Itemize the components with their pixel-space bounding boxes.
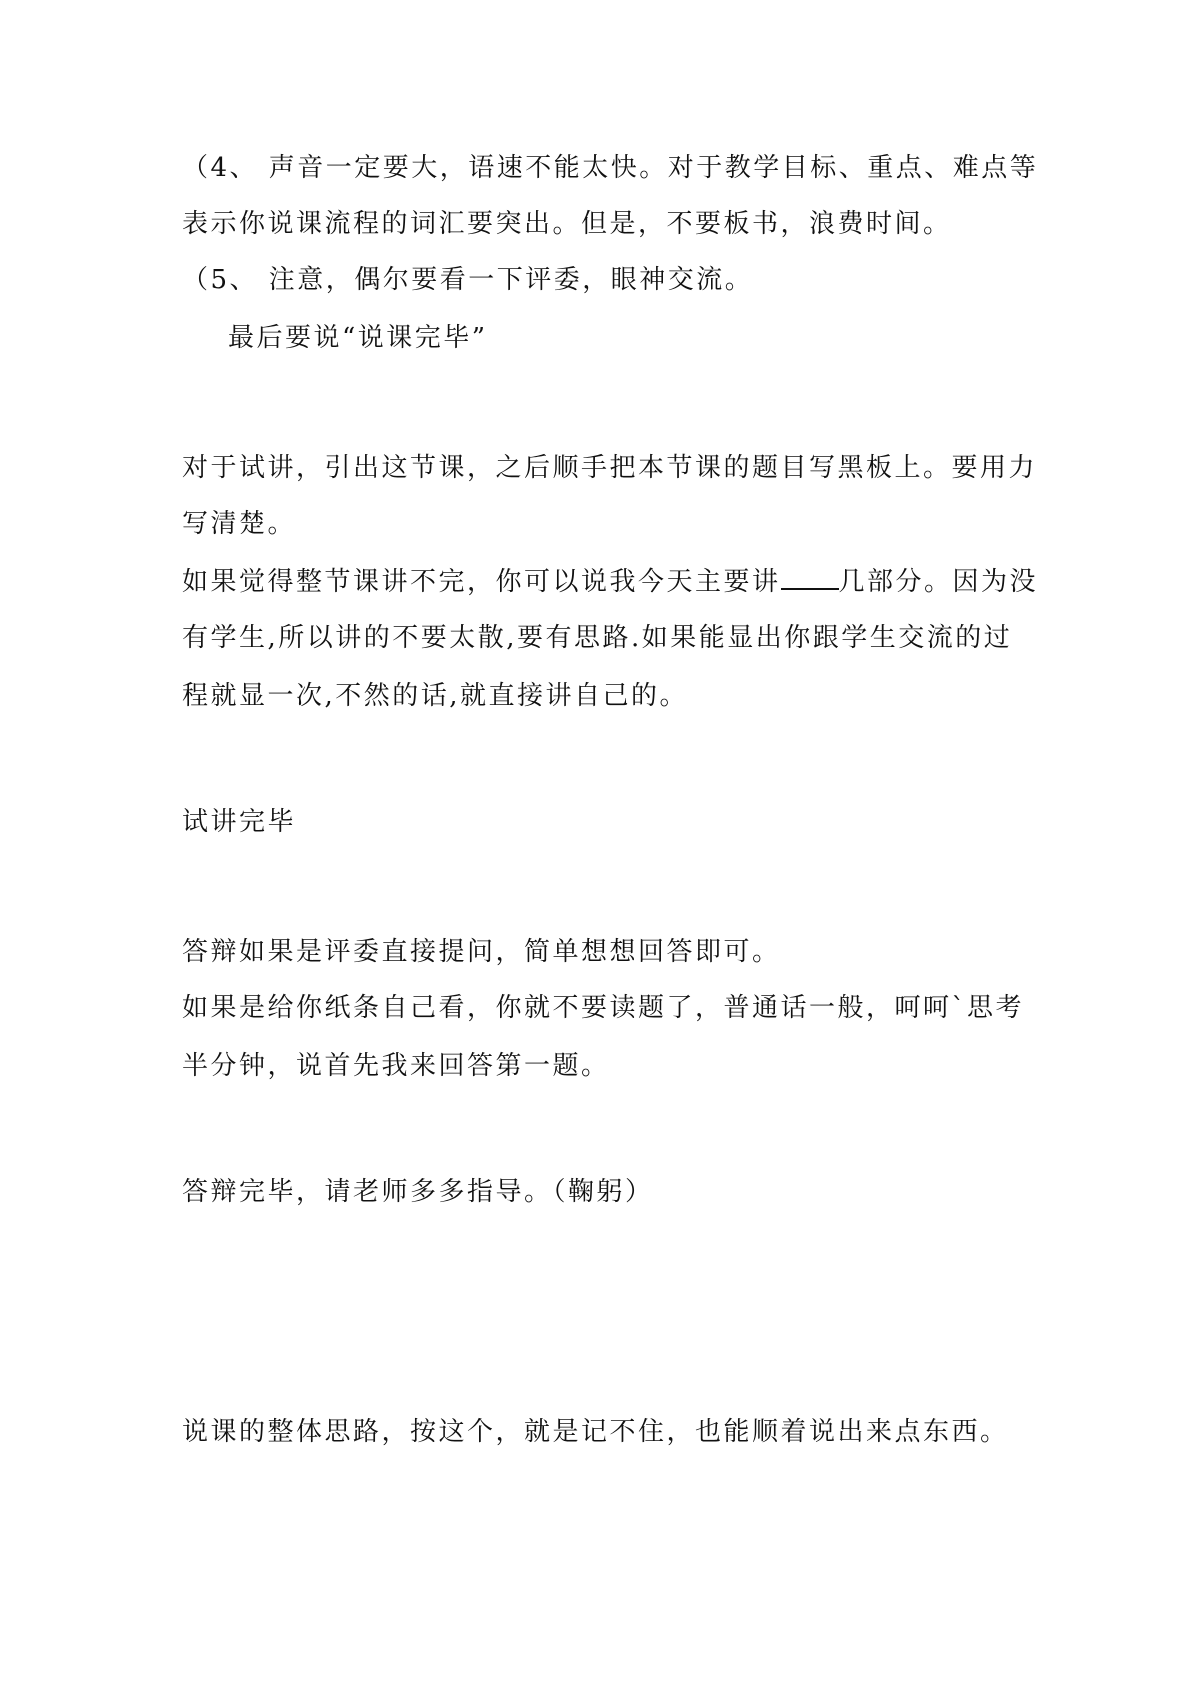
fill-in-blank (781, 566, 839, 590)
text-line-trial-parts-cont: 有学生,所以讲的不要太散,要有思路.如果能显出你跟学生交流的过 (182, 623, 1013, 653)
text-line-item-5: （5、 注意，偶尔要看一下评委，眼神交流。 (182, 265, 754, 295)
text-segment-after-blank: 几部分。因为没 (838, 567, 1039, 597)
text-segment-before-blank: 如果觉得整节课讲不完，你可以说我今天主要讲 (182, 567, 781, 597)
text-line-item-4: （4、 声音一定要大，语速不能太快。对于教学目标、重点、难点等 (182, 153, 1039, 183)
text-line-trial-lecture-cont: 写清楚。 (182, 509, 297, 539)
text-line-closing-note: 最后要说“说课完毕” (228, 323, 488, 353)
text-line-defense-paper: 如果是给你纸条自己看，你就不要读题了，普通话一般，呵呵`思考 (182, 993, 1025, 1023)
text-line-defense-finished: 答辩完毕，请老师多多指导。（鞠躬） (182, 1177, 654, 1207)
text-line-trial-parts (182, 566, 1038, 598)
text-line-trial-lecture: 对于试讲，引出这节课，之后顺手把本节课的题目写黑板上。要用力 (182, 453, 1038, 483)
text-line-defense: 答辩如果是评委直接提问，简单想想回答即可。 (182, 937, 781, 967)
text-line-trial-parts-end: 程就显一次,不然的话,就直接讲自己的。 (182, 681, 689, 711)
text-line-summary: 说课的整体思路，按这个，就是记不住，也能顺着说出来点东西。 (182, 1417, 1009, 1447)
text-line-trial-finished: 试讲完毕 (182, 807, 297, 837)
text-line-defense-paper-cont: 半分钟，说首先我来回答第一题。 (182, 1051, 610, 1081)
text-line-item-4-cont: 表示你说课流程的词汇要突出。但是，不要板书，浪费时间。 (182, 209, 952, 239)
